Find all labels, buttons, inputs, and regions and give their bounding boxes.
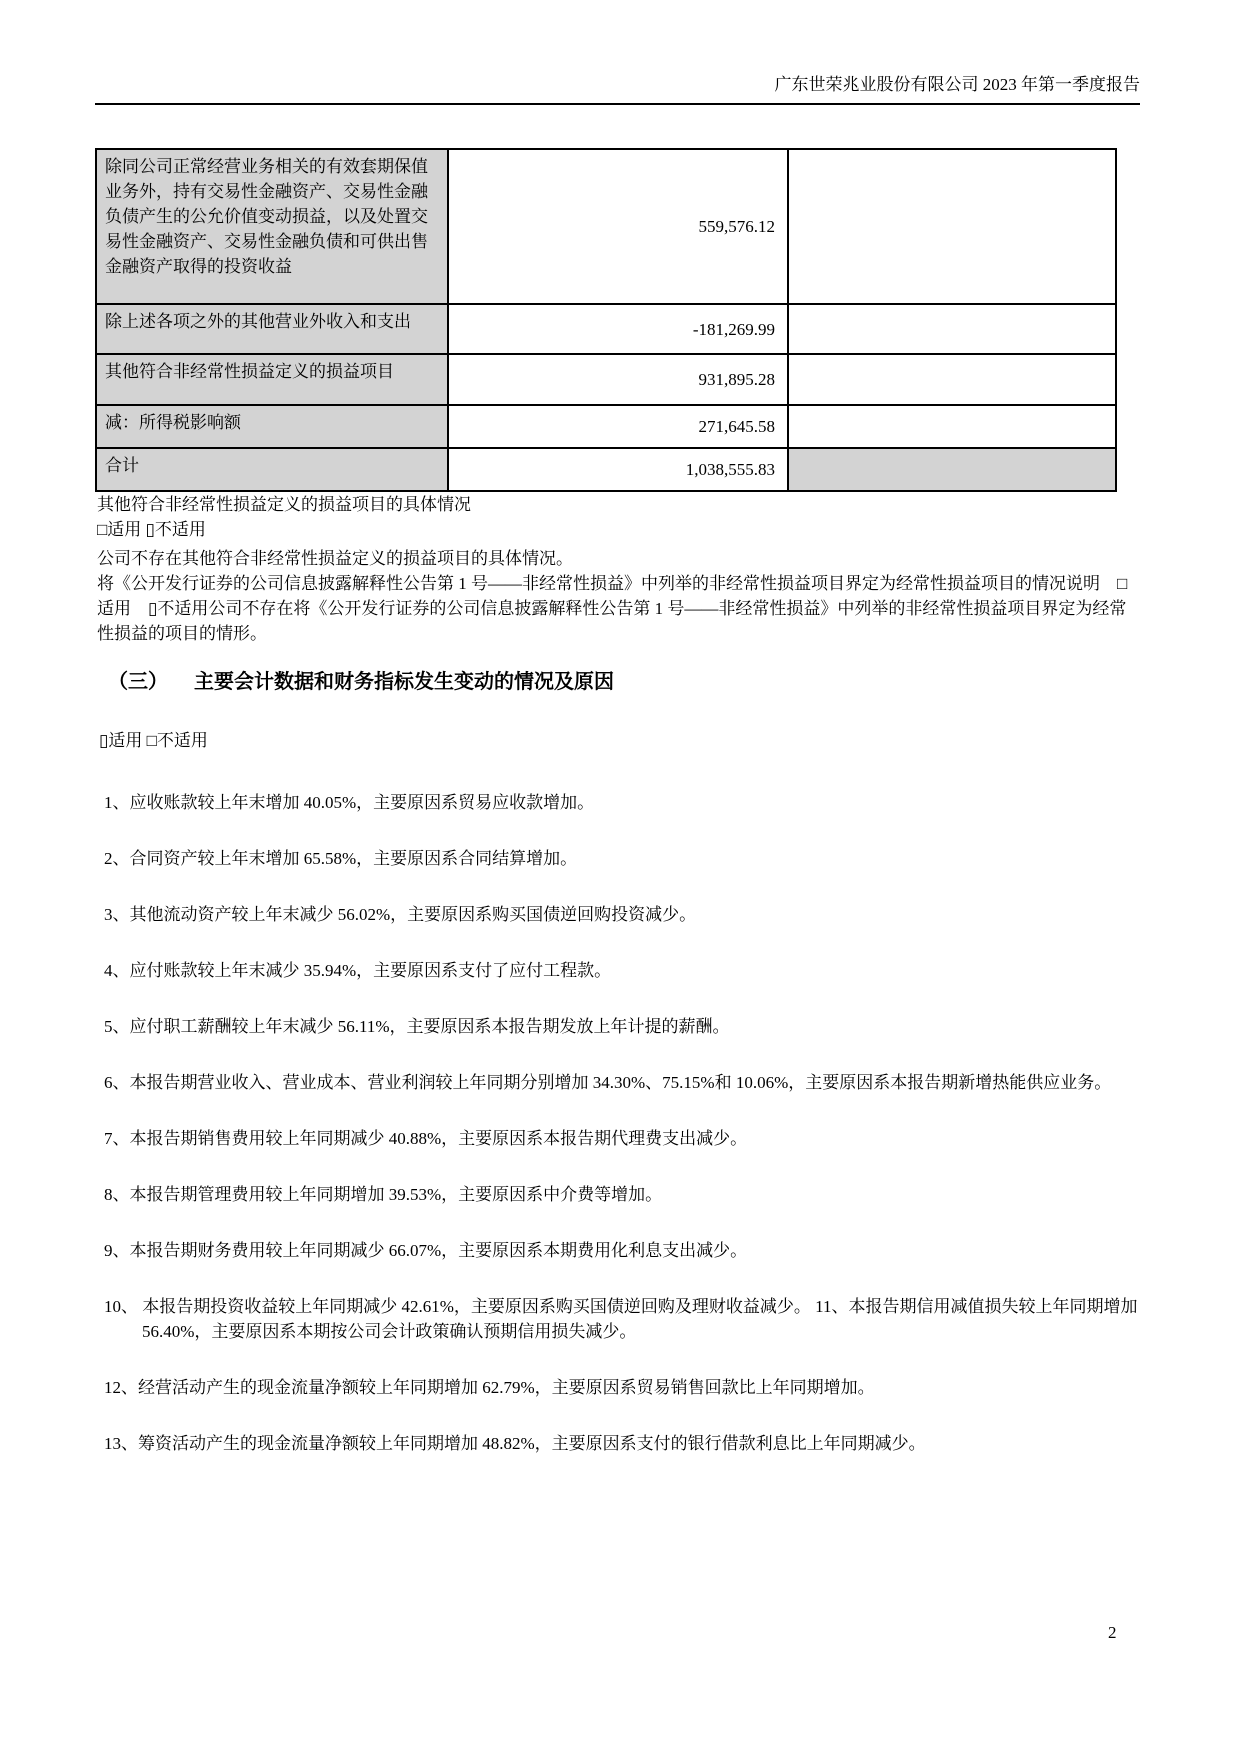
- notes-block: [97, 492, 1142, 646]
- row-note: [788, 304, 1116, 354]
- page-header-title: 广东世荣兆业股份有限公司 2023 年第一季度报告: [95, 72, 1140, 105]
- list-item: 2、合同资产较上年末增加 65.58%，主要原因系合同结算增加。: [104, 849, 578, 868]
- row-label: 减：所得税影响额: [96, 405, 448, 448]
- row-note: [788, 149, 1116, 304]
- change-reasons-list: [104, 790, 1144, 1487]
- table-row: [96, 354, 1116, 405]
- row-label: 除上述各项之外的其他营业外收入和支出: [96, 304, 448, 354]
- note-paragraph: 公司不存在其他符合非经常性损益定义的损益项目的具体情况。: [97, 549, 573, 568]
- row-amount: 559,576.12: [448, 149, 788, 304]
- section-heading: [108, 668, 1138, 696]
- list-item: 4、应付账款较上年末减少 35.94%，主要原因系支付了应付工程款。: [104, 961, 612, 980]
- row-note: [788, 354, 1116, 405]
- table-row: [96, 149, 1116, 304]
- row-amount: 271,645.58: [448, 405, 788, 448]
- list-item: 7、本报告期销售费用较上年同期减少 40.88%，主要原因系本报告期代理费支出减少。: [104, 1129, 748, 1148]
- list-item: 8、本报告期管理费用较上年同期增加 39.53%，主要原因系中介费等增加。: [104, 1185, 663, 1204]
- table-row: [96, 405, 1116, 448]
- row-amount: 1,038,555.83: [448, 448, 788, 491]
- list-item: 1、应收账款较上年末增加 40.05%，主要原因系贸易应收款增加。: [104, 793, 595, 812]
- row-note: [788, 448, 1116, 491]
- list-item: 9、本报告期财务费用较上年同期减少 66.07%，主要原因系本期费用化利息支出减少。: [104, 1241, 748, 1260]
- applicability-line: ▯适用 □不适用: [99, 731, 208, 750]
- row-label: 合计: [96, 448, 448, 491]
- list-item: 3、其他流动资产较上年末减少 56.02%，主要原因系购买国债逆回购投资减少。: [104, 905, 697, 924]
- list-item: 13、筹资活动产生的现金流量净额较上年同期增加 48.82%，主要原因系支付的银行借款利息比上年同期减少。: [104, 1434, 926, 1453]
- non-recurring-items-table: [95, 148, 1117, 492]
- page-number: 2: [1108, 1623, 1117, 1642]
- list-item: 12、经营活动产生的现金流量净额较上年同期增加 62.79%，主要原因系贸易销售回款比上年同期增加。: [104, 1378, 875, 1397]
- row-amount: 931,895.28: [448, 354, 788, 405]
- row-note: [788, 405, 1116, 448]
- list-item: 5、应付职工薪酬较上年末减少 56.11%，主要原因系本报告期发放上年计提的薪酬。: [104, 1017, 730, 1036]
- list-item: 6、本报告期营业收入、营业成本、营业利润较上年同期分别增加 34.30%、75.15%和 10.06%，主要原因系本报告期新增热能供应业务。: [104, 1073, 1112, 1092]
- table-row-total: [96, 448, 1116, 491]
- note-line: 其他符合非经常性损益定义的损益项目的具体情况: [97, 495, 471, 514]
- row-label: 除同公司正常经营业务相关的有效套期保值业务外，持有交易性金融资产、交易性金融负债产生的公允价值变动损益，以及处置交易性金融资产、交易性金融负债和可供出售金融资产取得的投资收益: [96, 149, 448, 304]
- row-label: 其他符合非经常性损益定义的损益项目: [96, 354, 448, 405]
- applicability-line: □适用 ▯不适用: [97, 520, 206, 539]
- note-paragraph: 将《公开发行证券的公司信息披露解释性公告第 1 号——非经常性损益》中列举的非经常性损益项目界定为经常性损益项目的情况说明 □适用 ▯不适用公司不存在将《公开发行证券的公司信息披露解释性公告第 1 号——非经常性损益》中列举的非经常性损益项目界定为经常性损益的项目的情形。: [97, 574, 1128, 643]
- table-row: [96, 304, 1116, 354]
- list-item: 10、 本报告期投资收益较上年同期减少 42.61%，主要原因系购买国债逆回购及理财收益减少。 11、本报告期信用减值损失较上年同期增加 56.40%，主要原因系本期按公司会计政策确认预期信用损失减少。: [104, 1297, 1138, 1341]
- section-number: （三）: [108, 671, 168, 693]
- section-title: 主要会计数据和财务指标发生变动的情况及原因: [194, 671, 614, 693]
- row-amount: -181,269.99: [448, 304, 788, 354]
